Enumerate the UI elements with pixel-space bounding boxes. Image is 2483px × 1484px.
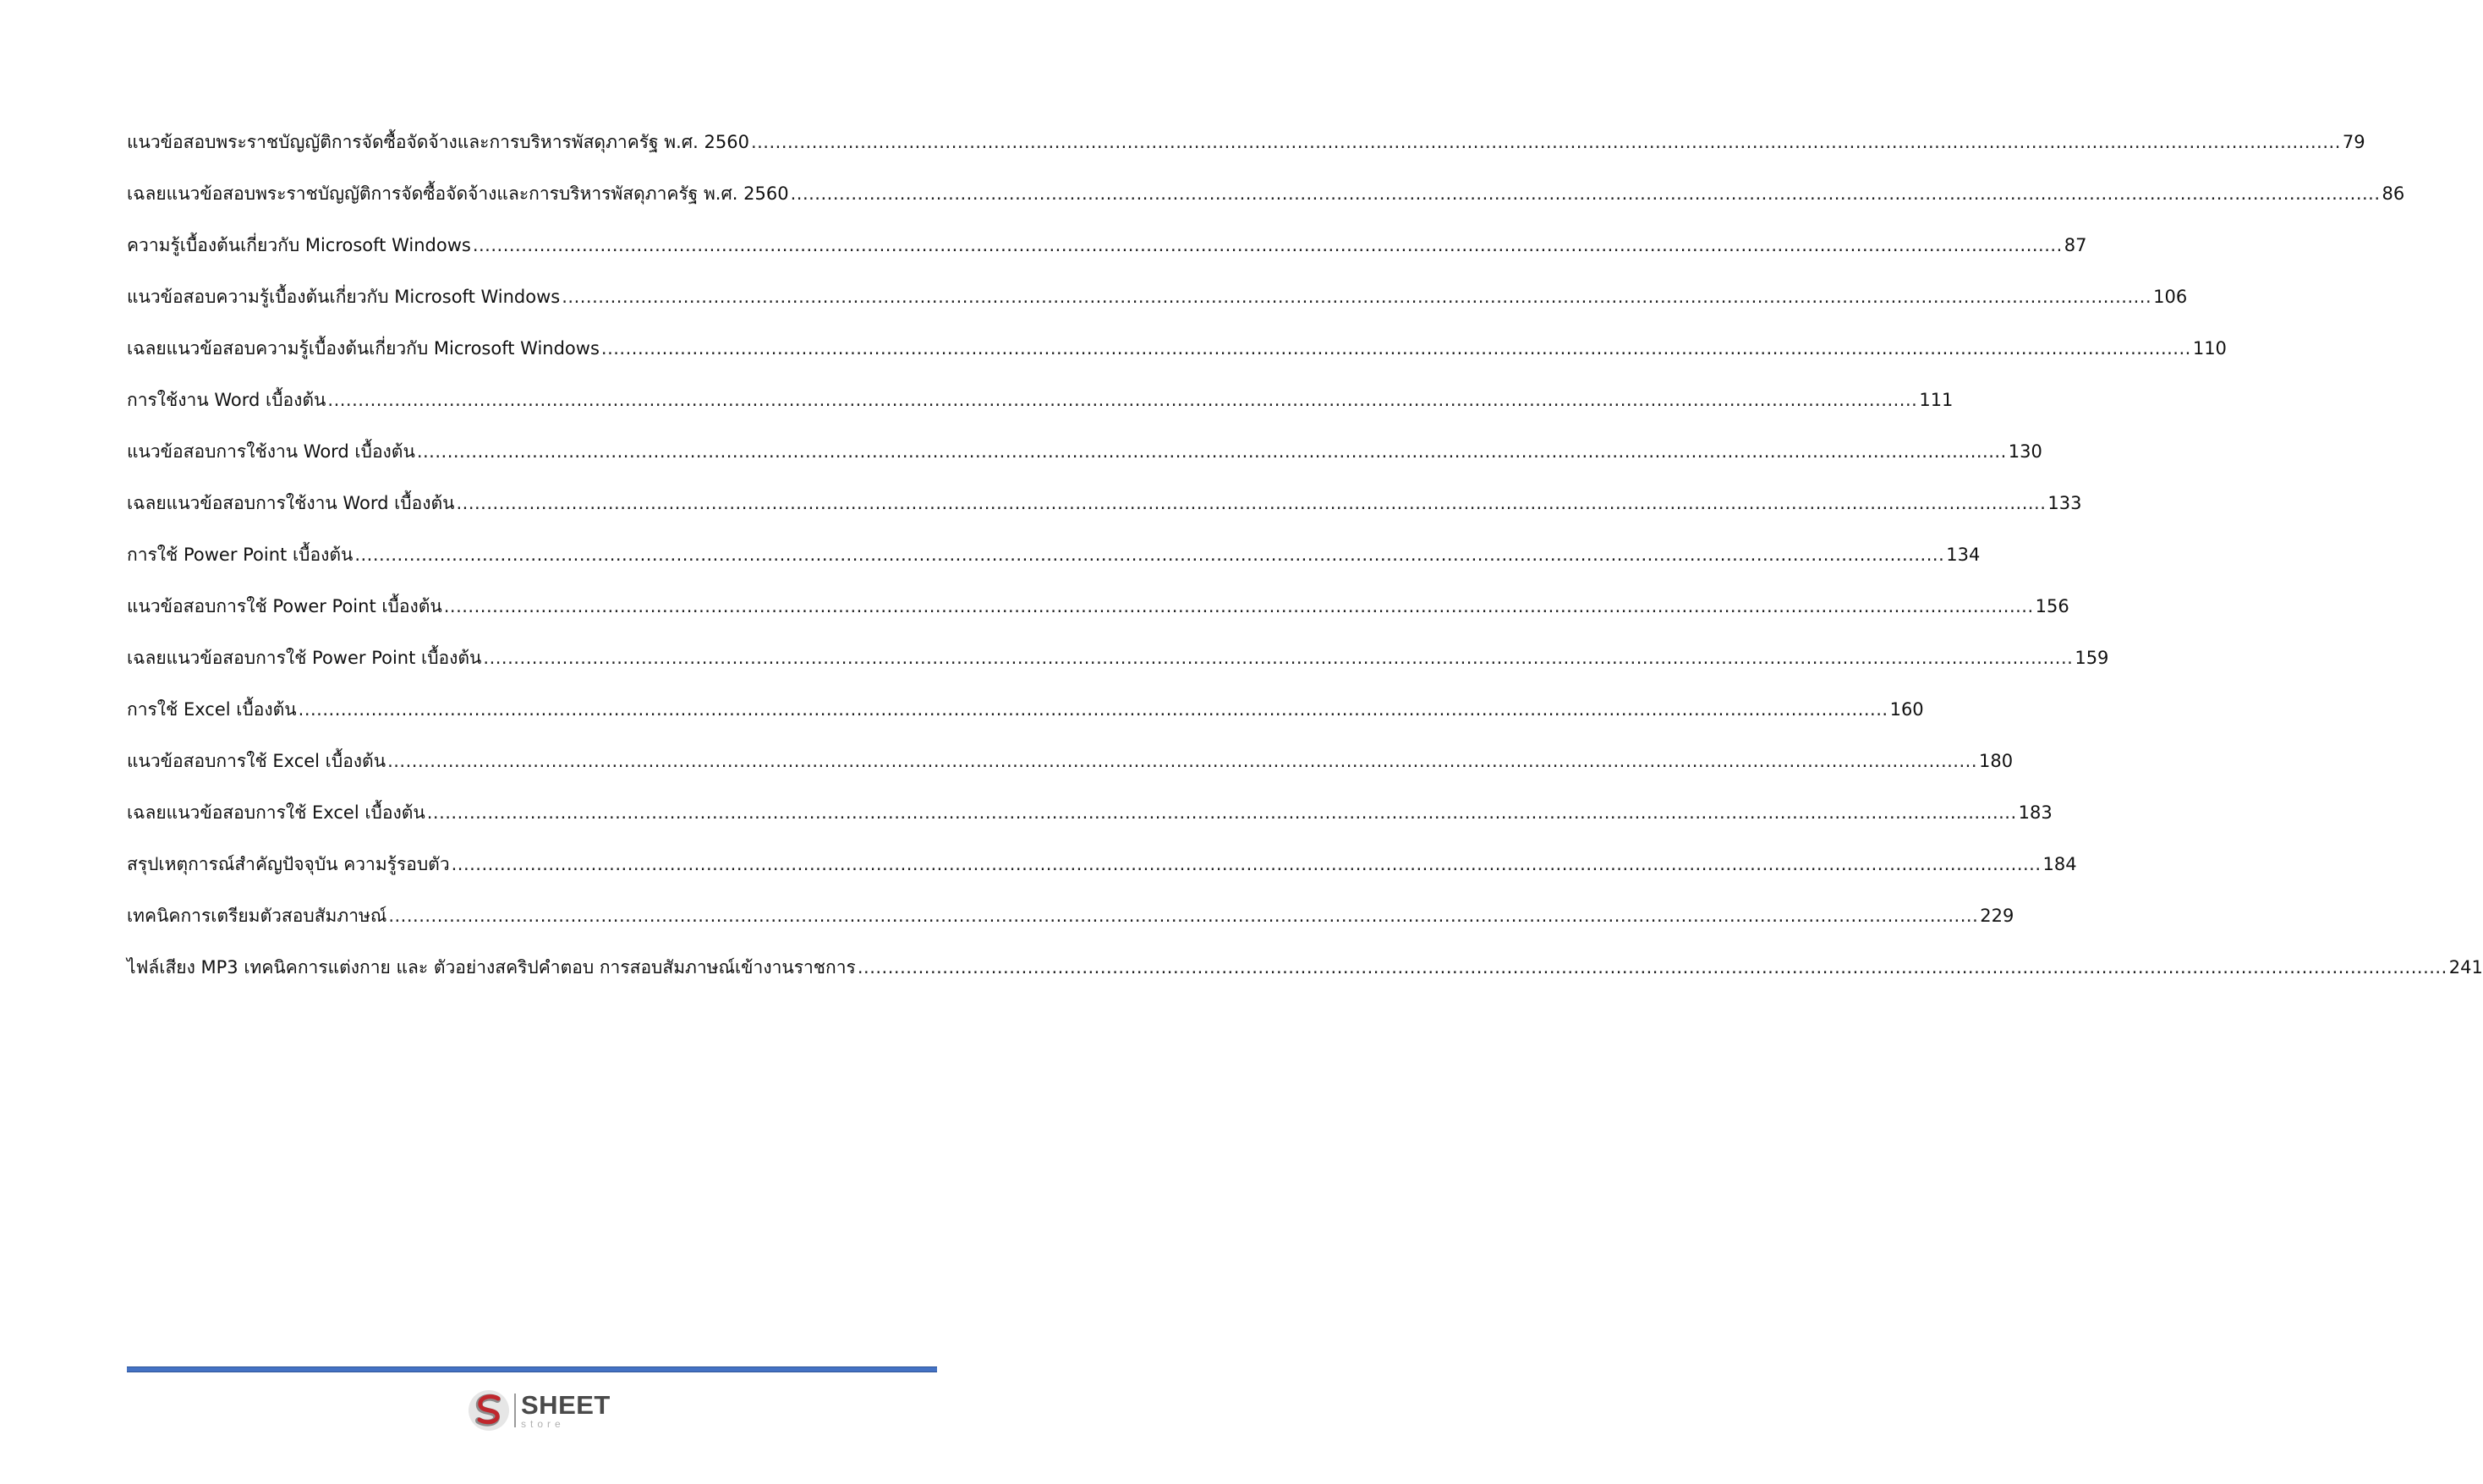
toc-entry[interactable] [127,851,2077,902]
toc-entry-title: เฉลยแนวข้อสอบพระราชบัญญัติการจัดซื้อจัดจ้างและการบริหารพัสดุภาครัฐ พ.ศ. 2560 [127,183,789,204]
toc-leader-dots [452,854,2042,874]
toc-entry-title: การใช้ Power Point เบื้องต้น [127,545,354,565]
toc-entry[interactable] [127,541,1981,593]
toc-leader-dots [456,493,2046,513]
toc-entry-title: เฉลยแนวข้อสอบการใช้ Power Point เบื้องต้น [127,648,482,668]
toc-entry-title: การใช้งาน Word เบื้องต้น [127,390,326,410]
toc-entry-page: 160 [1889,699,1924,720]
toc-entry-page: 130 [2008,441,2042,462]
toc-entry-title: แนวข้อสอบพระราชบัญญัติการจัดซื้อจัดจ้างและการบริหารพัสดุภาครัฐ พ.ศ. 2560 [127,132,749,152]
toc-entry[interactable] [127,232,2087,283]
toc-entry[interactable] [127,386,1954,438]
toc-leader-dots [791,183,2381,204]
toc-entry[interactable] [127,902,2014,954]
toc-entry-page: 86 [2382,183,2405,204]
logo-text [521,1392,611,1429]
toc-entry-page: 110 [2192,338,2227,359]
toc-entry-page: 111 [1919,390,1954,410]
toc-entry-page: 184 [2042,854,2077,874]
toc-entry-title: ไฟล์เสียง MP3 เทคนิคการแต่งกาย และ ตัวอย่างสคริปคำตอบ การสอบสัมภาษณ์เข้างานราชการ [127,957,856,977]
toc-entry-title: แนวข้อสอบการใช้ Power Point เบื้องต้น [127,596,442,616]
toc-entry-title: เทคนิคการเตรียมตัวสอบสัมภาษณ์ [127,906,387,926]
toc-leader-dots [562,287,2151,307]
toc-leader-dots [299,699,1888,720]
toc-entry-page: 134 [1946,545,1981,565]
toc-entry[interactable] [127,593,2069,644]
toc-leader-dots [388,906,1978,926]
toc-entry[interactable] [127,335,2227,386]
toc-entry[interactable] [127,490,2082,541]
toc-leader-dots [601,338,2191,359]
toc-leader-dots [483,648,2073,668]
logo-subword: store [521,1418,565,1430]
toc-entry-page: 159 [2075,648,2109,668]
toc-entry-title: เฉลยแนวข้อสอบความรู้เบื้องต้นเกี่ยวกับ Microsoft Windows [127,338,600,359]
sheet-store-s-icon [467,1388,511,1432]
toc-leader-dots [327,390,1917,410]
logo-divider [514,1394,516,1427]
sheet-store-logo [467,1387,611,1434]
toc-entry-title: สรุปเหตุการณ์สำคัญปัจจุบัน ความรู้รอบตัว [127,854,450,874]
toc-entry-title: การใช้ Excel เบื้องต้น [127,699,297,720]
toc-entry[interactable] [127,799,2053,851]
toc-entry-page: 180 [1979,751,2014,771]
toc-entry[interactable] [127,438,2042,490]
toc-leader-dots [387,751,1977,771]
toc-entry[interactable] [127,954,2483,1005]
toc-entry-title: ความรู้เบื้องต้นเกี่ยวกับ Microsoft Windows [127,235,471,255]
toc-entry-page: 106 [2153,287,2188,307]
toc-entry-title: แนวข้อสอบความรู้เบื้องต้นเกี่ยวกับ Microsoft Windows [127,287,561,307]
toc-leader-dots [751,132,2341,152]
toc-leader-dots [858,957,2447,977]
toc-entry-page: 156 [2035,596,2069,616]
toc-entry-page: 229 [1980,906,2014,926]
toc-entry-title: แนวข้อสอบการใช้งาน Word เบื้องต้น [127,441,415,462]
toc-entry-page: 87 [2064,235,2087,255]
toc-leader-dots [427,802,2017,823]
footer-divider [127,1366,937,1372]
table-of-contents [127,129,2483,1005]
toc-entry[interactable] [127,696,1924,747]
toc-entry-page: 183 [2018,802,2053,823]
toc-entry[interactable] [127,283,2188,335]
toc-leader-dots [417,441,2007,462]
toc-leader-dots [444,596,2034,616]
toc-entry-title: แนวข้อสอบการใช้ Excel เบื้องต้น [127,751,386,771]
toc-entry-title: เฉลยแนวข้อสอบการใช้ Excel เบื้องต้น [127,802,425,823]
toc-entry[interactable] [127,180,2405,232]
toc-entry-page: 79 [2342,132,2365,152]
toc-entry[interactable] [127,747,2014,799]
toc-leader-dots [473,235,2063,255]
toc-entry-title: เฉลยแนวข้อสอบการใช้งาน Word เบื้องต้น [127,493,455,513]
toc-entry-page: 133 [2047,493,2082,513]
toc-leader-dots [354,545,1944,565]
toc-entry-page: 241 [2448,957,2483,977]
toc-entry[interactable] [127,129,2365,180]
logo-word: SHEET [521,1390,611,1420]
toc-entry[interactable] [127,644,2109,696]
